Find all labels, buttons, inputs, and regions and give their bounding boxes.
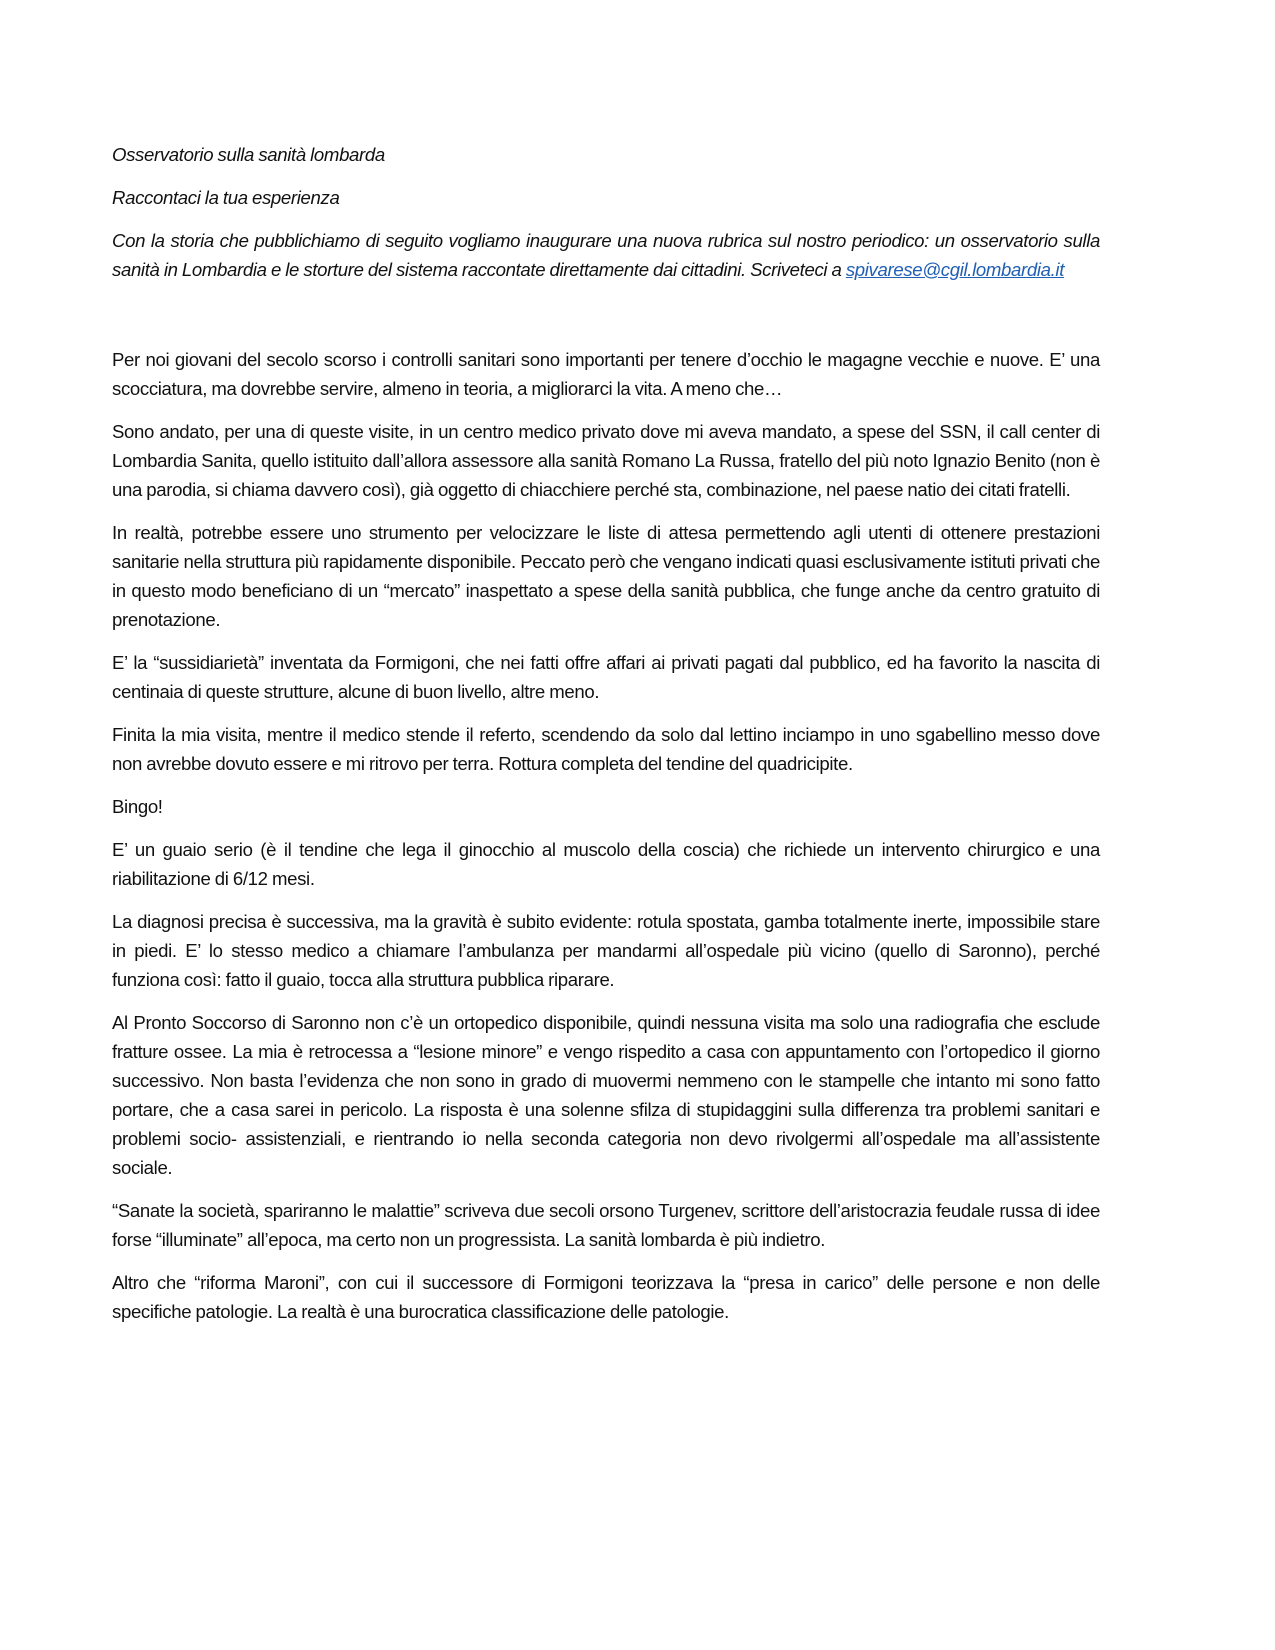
body-paragraph-2: Sono andato, per una di queste visite, in un centro medico privato dove mi aveva mandato, a spese del SSN, il call center di Lombardia Sanita, quello istituito dall’allora assessore alla sanità Romano La Russa, fratello del più noto Ignazio Benito (non è una parodia, si chiama davvero così), già oggetto di chiacchiere perché sta, combinazione, nel paese natio dei citati fratelli.	[112, 421, 1100, 500]
body-paragraph-11: Altro che “riforma Maroni”, con cui il successore di Formigoni teorizzava la “presa in carico” delle persone e non delle specifiche patologie. La realtà è una burocratica classificazione delle patologie.	[112, 1272, 1100, 1322]
body-paragraph-7: E’ un guaio serio (è il tendine che lega il ginocchio al muscolo della coscia) che richiede un intervento chirurgico e una riabilitazione di 6/12 mesi.	[112, 839, 1100, 889]
body-paragraph-9: Al Pronto Soccorso di Saronno non c’è un ortopedico disponibile, quindi nessuna visita ma solo una radiografia che esclude fratture ossee. La mia è retrocessa a “lesione minore” e vengo rispedito a casa con appuntamento con l’ortopedico il giorno successivo. Non basta l’evidenza che non sono in grado di muovermi nemmeno con le stampelle che intanto mi sono fatto portare, che a casa sarei in pericolo. La risposta è una solenne sfilza di stupidaggini sulla differenza tra problemi sanitari e problemi socio- assistenziali, e rientrando io nella seconda categoria non devo rivolgermi all’ospedale ma all’assistente sociale.	[112, 1012, 1100, 1178]
body-paragraph-4: E’ la “sussidiarietà” inventata da Formigoni, che nei fatti offre affari ai privati pagati dal pubblico, ed ha favorito la nascita di centinaia di queste strutture, alcune di buon livello, altre meno.	[112, 652, 1100, 702]
document-subtitle: Raccontaci la tua esperienza	[112, 187, 340, 208]
intro-text: Con la storia che pubblichiamo di seguito vogliamo inaugurare una nuova rubrica sul nostro periodico: un osservatorio sulla sanità in Lombardia e le storture del sistema raccontate direttamente dai cittadini. Scriveteci a	[112, 230, 1100, 280]
intro-paragraph	[112, 226, 1100, 284]
body-paragraph-1: Per noi giovani del secolo scorso i controlli sanitari sono importanti per tenere d’occhio le magagne vecchie e nuove. E’ una scocciatura, ma dovrebbe servire, almeno in teoria, a migliorarci la vita. A meno che…	[112, 349, 1100, 399]
document-title: Osservatorio sulla sanità lombarda	[112, 144, 385, 165]
document-page	[112, 140, 1100, 1340]
body-paragraph-10: “Sanate la società, spariranno le malattie” scriveva due secoli orsono Turgenev, scrittore dell’aristocrazia feudale russa di idee forse “illuminate” all’epoca, ma certo non un progressista. La sanità lombarda è più indietro.	[112, 1200, 1100, 1250]
body-paragraph-6: Bingo!	[112, 796, 163, 817]
body-paragraph-8: La diagnosi precisa è successiva, ma la gravità è subito evidente: rotula spostata, gamba totalmente inerte, impossibile stare in piedi. E’ lo stesso medico a chiamare l’ambulanza per mandarmi all’ospedale più vicino (quello di Saronno), perché funziona così: fatto il guaio, tocca alla struttura pubblica riparare.	[112, 911, 1100, 990]
body-paragraph-5: Finita la mia visita, mentre il medico stende il referto, scendendo da solo dal lettino inciampo in uno sgabellino messo dove non avrebbe dovuto essere e mi ritrovo per terra. Rottura completa del tendine del quadricipite.	[112, 724, 1100, 774]
email-link[interactable]: spivarese@cgil.lombardia.it	[845, 259, 1065, 280]
body-paragraph-3: In realtà, potrebbe essere uno strumento per velocizzare le liste di attesa permettendo agli utenti di ottenere prestazioni sanitarie nella struttura più rapidamente disponibile. Peccato però che vengano indicati quasi esclusivamente istituti privati che in questo modo beneficiano di un “mercato” inaspettato a spese della sanità pubblica, che funge anche da centro gratuito di prenotazione.	[112, 522, 1100, 630]
spacer	[112, 298, 1100, 345]
